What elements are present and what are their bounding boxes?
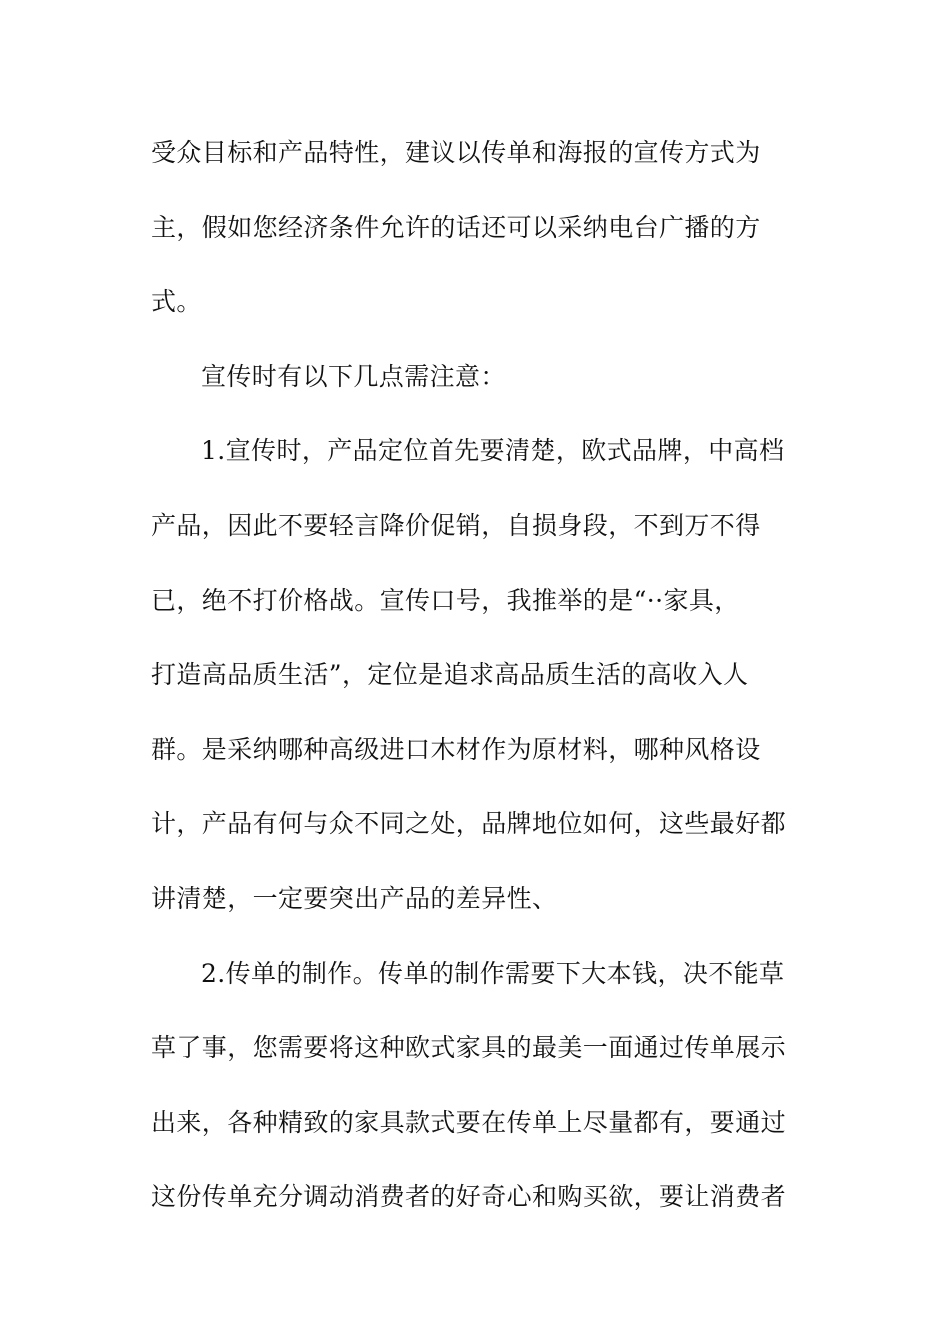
- paragraph-line: 2.传单的制作。传单的制作需要下大本钱，决不能草: [201, 958, 785, 988]
- paragraph-line: 主，假如您经济条件允许的话还可以采纳电台广播的方: [151, 212, 761, 242]
- paragraph-line: 群。是采纳哪种高级进口木材作为原材料，哪种风格设: [151, 734, 761, 764]
- document-body: [151, 130, 796, 1249]
- paragraph-line: 这份传单充分调动消费者的好奇心和购买欲，要让消费者: [151, 1182, 787, 1212]
- paragraph-line: 计，产品有何与众不同之处，品牌地位如何，这些最好都: [151, 809, 787, 839]
- paragraph-line: 草了事，您需要将这种欧式家具的最美一面通过传单展示: [151, 1033, 787, 1063]
- paragraph-line: 产品，因此不要轻言降价促销，自损身段，不到万不得: [151, 510, 761, 540]
- paragraph-line: 已，绝不打价格战。宣传口号，我推举的是“··家具，: [151, 585, 740, 615]
- paragraph-line: 出来，各种精致的家具款式要在传单上尽量都有，要通过: [151, 1107, 787, 1137]
- paragraph-line: 宣传时有以下几点需注意：: [201, 361, 506, 391]
- paragraph-line: 1.宣传时，产品定位首先要清楚，欧式品牌，中高档: [201, 436, 785, 466]
- paragraph-line: 打造高品质生活”，定位是追求高品质生活的高收入人: [151, 660, 749, 690]
- paragraph-line: 式。: [151, 287, 202, 317]
- paragraph-line: 讲清楚，一定要突出产品的差异性、: [151, 883, 558, 913]
- paragraph-line: 受众目标和产品特性，建议以传单和海报的宣传方式为: [151, 138, 761, 167]
